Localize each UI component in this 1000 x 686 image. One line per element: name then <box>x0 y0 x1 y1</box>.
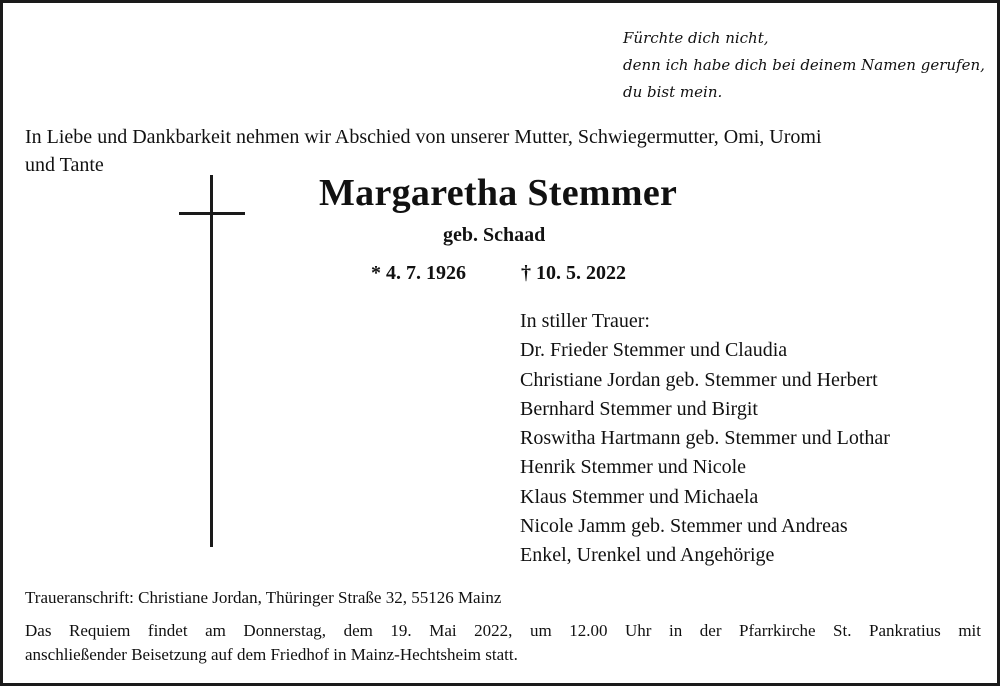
mourner-entry: Roswitha Hartmann geb. Stemmer und Lothar <box>520 427 890 450</box>
mourner-entry: Enkel, Urenkel und Angehörige <box>520 544 775 567</box>
verse-line: denn ich habe dich bei deinem Namen gerufen, <box>623 56 985 74</box>
mourners-heading: In stiller Trauer: <box>520 310 650 332</box>
cross-icon-bar <box>179 212 245 215</box>
intro-line: In Liebe und Dankbarkeit nehmen wir Abschied von unserer Mutter, Schwiegermutter, Omi, Uromi <box>25 126 822 148</box>
mourner-entry: Dr. Frieder Stemmer und Claudia <box>520 339 788 362</box>
bible-verse <box>623 25 985 106</box>
requiem-line: Das Requiem findet am Donnerstag, dem 19. Mai 2022, um 12.00 Uhr in der Pfarrkirche St. Pankratius mit <box>25 621 981 640</box>
intro-line: und Tante <box>25 154 104 176</box>
cross-icon <box>210 175 213 547</box>
deceased-name: Margaretha Stemmer <box>319 172 678 214</box>
birth-date: * 4. 7. 1926 <box>371 262 466 284</box>
mourner-entry: Bernhard Stemmer und Birgit <box>520 397 758 420</box>
requiem-notice <box>25 619 981 667</box>
verse-line: Fürchte dich nicht, <box>623 29 769 47</box>
death-date: † 10. 5. 2022 <box>521 262 626 284</box>
mourner-entry: Christiane Jordan geb. Stemmer und Herbert <box>520 368 878 391</box>
mourning-address: Traueranschrift: Christiane Jordan, Thüringer Straße 32, 55126 Mainz <box>25 588 502 607</box>
mourner-entry: Henrik Stemmer und Nicole <box>520 456 747 479</box>
mourner-entry: Klaus Stemmer und Michaela <box>520 485 759 508</box>
maiden-name: geb. Schaad <box>443 224 546 246</box>
requiem-line: anschließender Beisetzung auf dem Friedhof in Mainz-Hechtsheim statt. <box>25 645 518 664</box>
verse-line: du bist mein. <box>623 83 723 101</box>
mourner-entry: Nicole Jamm geb. Stemmer und Andreas <box>520 515 848 538</box>
mourners-list <box>520 307 890 571</box>
